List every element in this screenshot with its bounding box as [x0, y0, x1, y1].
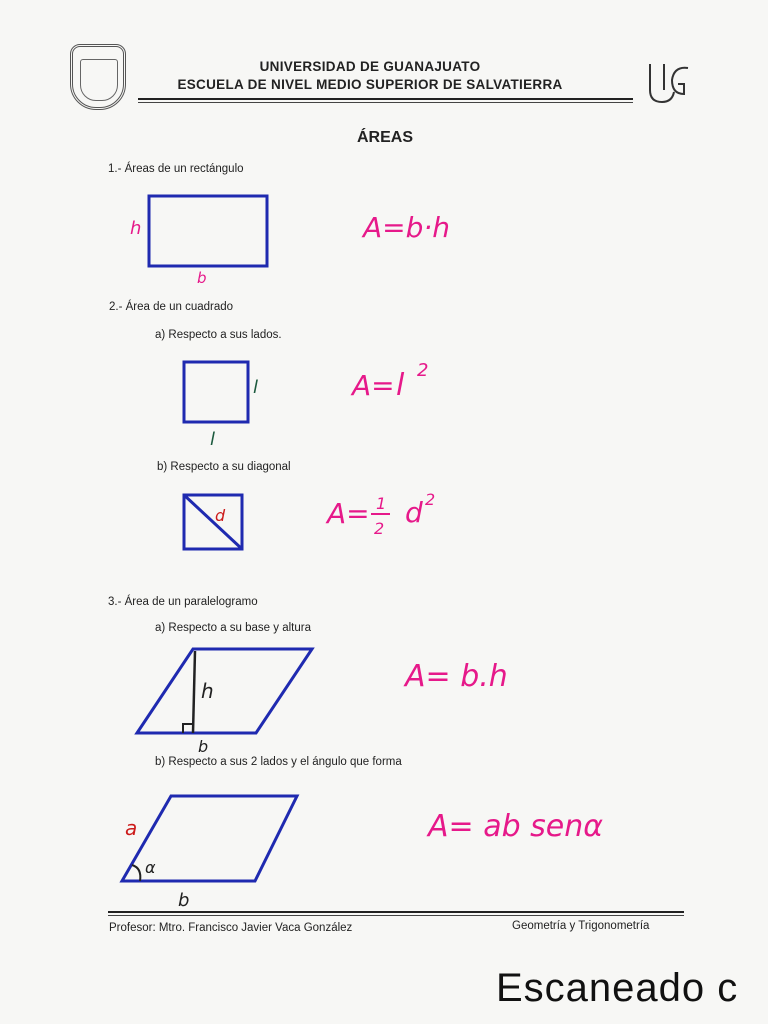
square-label-bottom: l [210, 429, 216, 450]
square-formula-prefix: A= [352, 369, 395, 402]
diagonal-formula-exp: 2 [425, 490, 436, 509]
para-a-formula: A= b.h [405, 659, 508, 694]
diagonal-frac-num: 1 [376, 494, 387, 513]
rect-formula: A=b·h [363, 211, 451, 244]
square-formula-var: l [396, 368, 405, 403]
footer-subject: Geometría y Trigonometría [512, 920, 650, 932]
para-b-formula: A= ab senα [428, 809, 604, 844]
section-2-heading: 2.- Área de un cuadrado [109, 301, 234, 313]
section-3-heading: 3.- Área de un paralelogramo [108, 596, 258, 608]
para-b-label-alpha: α [145, 858, 156, 877]
para-b-label-a: a [125, 816, 138, 840]
parallelogram-figure-a [137, 649, 312, 733]
rectangle-figure [149, 196, 267, 266]
section-2b-label: b) Respecto a su diagonal [157, 461, 291, 473]
header-school: ESCUELA DE NIVEL MEDIO SUPERIOR DE SALVATIERRA [177, 77, 563, 92]
para-a-label-b: b [198, 737, 209, 756]
footer-rule [108, 911, 684, 913]
section-3a-label: a) Respecto a su base y altura [155, 622, 311, 634]
footer-professor: Profesor: Mtro. Francisco Javier Vaca González [109, 922, 353, 934]
scanner-watermark: Escaneado c [496, 966, 739, 1010]
angle-arc [132, 865, 140, 881]
rect-label-b: b [197, 269, 207, 287]
diagonal-line [184, 495, 242, 549]
square-label-side: l [253, 377, 259, 398]
diagonal-formula-prefix: A= [327, 497, 370, 530]
section-1-heading: 1.- Áreas de un rectángulo [108, 163, 244, 175]
square-figure [184, 362, 248, 422]
header-university: UNIVERSIDAD DE GUANAJUATO [259, 59, 481, 74]
para-a-label-h: h [201, 679, 214, 703]
diagonal-formula-var: d [405, 496, 423, 529]
height-line [193, 651, 195, 733]
footer-rule-thin [108, 915, 684, 916]
diagonal-frac-den: 2 [374, 519, 385, 538]
square-formula-exp: 2 [417, 360, 429, 381]
section-2a-label: a) Respecto a sus lados. [155, 329, 282, 341]
square-formula [350, 360, 428, 403]
para-b-label-b: b [178, 890, 190, 911]
section-3b-label: b) Respecto a sus 2 lados y el ángulo que forma [155, 756, 402, 768]
diagonal-formula [325, 490, 435, 538]
page-title: ÁREAS [356, 129, 413, 146]
diagonal-label-d: d [215, 506, 226, 525]
rect-label-h: h [130, 218, 142, 239]
